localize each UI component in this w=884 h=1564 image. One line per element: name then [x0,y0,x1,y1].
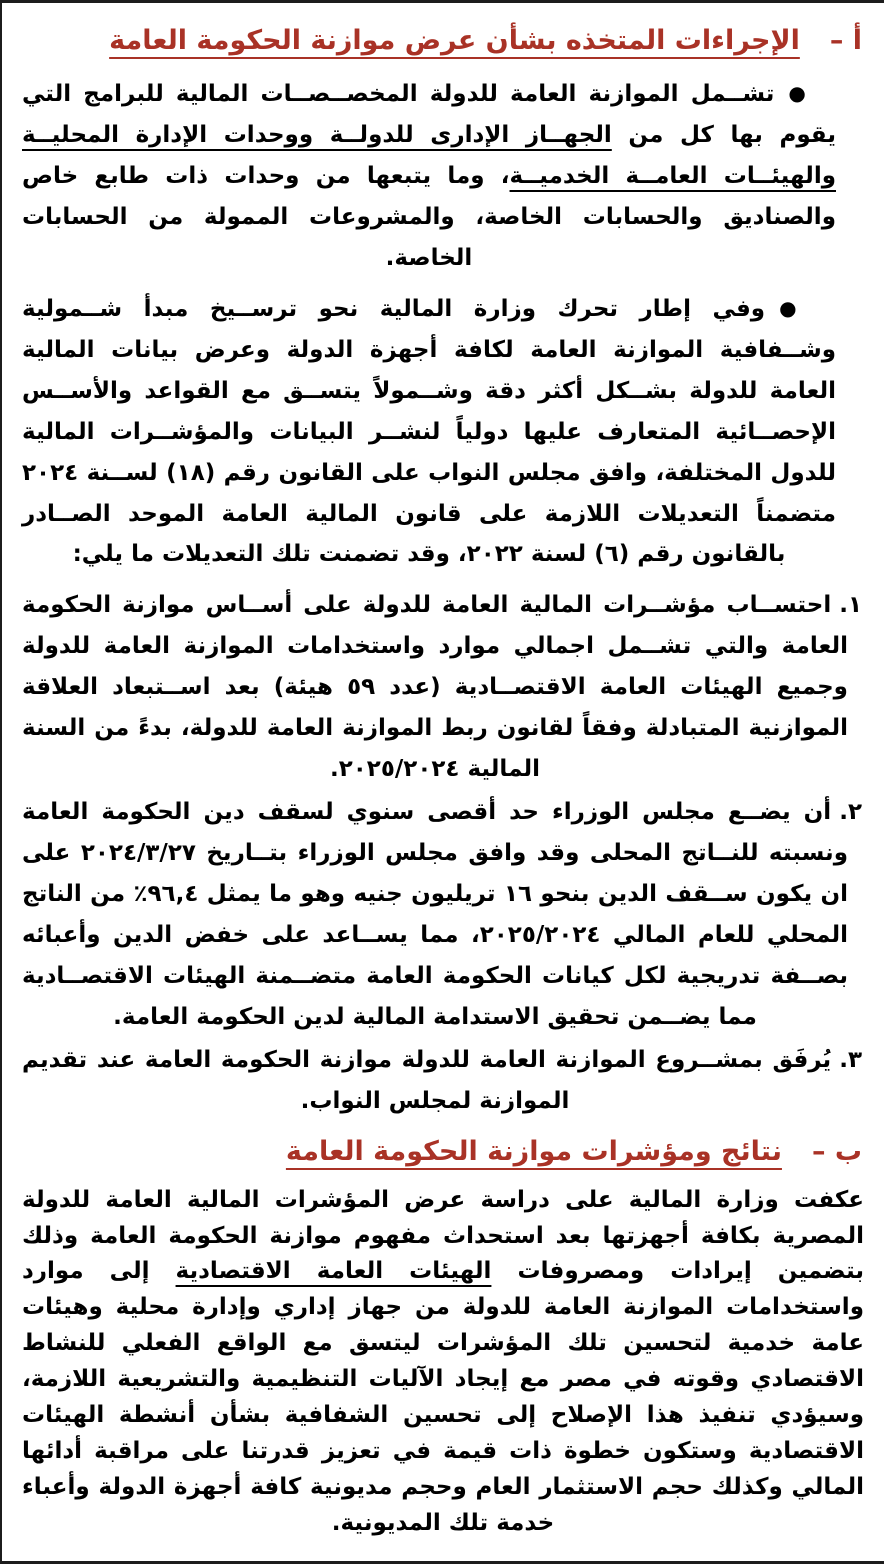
numbered-item-2-number: ٢. [839,799,862,826]
section-b-underlined-phrase: الهيئات العامة الاقتصادية [175,1258,492,1285]
section-b-paragraph [22,1183,864,1542]
section-a-marker: أ – [829,25,862,56]
section-a-title: الإجراءات المتخذه بشأن عرض موازنة الحكومة العامة [109,25,800,56]
bullet-2-text: وفي إطار تحرك وزارة المالية نحو ترســيخ مبدأ شــمولية وشــفافية الموازنة العامة لكافة أجهزة الدولة وعرض بيانات المالية العامة للدولة بشــكل أكثر دقة وشــمولاً يتســق مع القواعد والأســس الإحصــائية المتعارف عليها دولياً لنشــر البيانات والمؤشــرات المالية للدول المختلفة، وافق مجلس النواب على القانون رقم (١٨) لســنة ٢٠٢٤ متضمناً التعديلات اللازمة على قانون المالية العامة الموحد الصــادر بالقانون رقم (٦) لسنة ٢٠٢٢، وقد تضمنت تلك التعديلات ما يلي: [22,295,836,568]
numbered-item-2 [22,792,862,1038]
numbered-item-2-text: أن يضــع مجلس الوزراء حد أقصى سنوي لسقف دين الحكومة العامة ونسبته للنــاتج المحلى وقد وافق مجلس الوزراء بتــاريخ ٢٠٢٤/٣/٢٧ على ان يكون ســقف الدين بنحو ١٦ تريليون جنيه وهو ما يمثل ٩٦,٤٪ من الناتج المحلي للعام المالي ٢٠٢٥/٢٠٢٤، مما يســاعد على خفض الدين وأعبائه بصــفة تدريجية لكل كيانات الحكومة العامة متضــمنة الهيئات الاقتصــادية مما يضــمن تحقيق الاستدامة المالية لدين الحكومة العامة. [22,799,848,1030]
numbered-item-3 [22,1040,862,1122]
bullet-1-underlined-phrase: الجهــاز الإدارى للدولــة ووحدات الإدارة المحليــة والهيئــات العامــة الخدميــة [22,122,836,190]
bullet-paragraph-1 [22,74,836,279]
bullet-paragraph-2 [22,289,836,576]
section-b-heading [22,1132,862,1171]
bullet-1-text: تشــمل الموازنة العامة للدولة المخصــصــات المالية للبرامج التي يقوم بها كل من [22,81,837,149]
section-b-text-continued: إلى موارد واستخدامات الموازنة العامة للدولة من جهاز إداري وإدارة محلية وهيئات عامة خدمية لتحسين تلك المؤشرات ليتسق مع الواقع الفعلي للنشاط الاقتصادي وقوته في مصر مع إيجاد الآليات التنظيمية والتشريعية اللازمة، وسيؤدي تنفيذ هذا الإصلاح إلى تحسين الشفافية بشأن أنشطة الهيئات الاقتصادية وستكون خطوة ذات قيمة في تعزيز قدرتنا على مراقبة أدائها المالي وكذلك حجم الاستثمار العام وحجم مديونية كافة أجهزة الدولة وأعباء خدمة تلك المديونية. [22,1258,864,1536]
bullet-1-text-continued: ، وما يتبعها من وحدات ذات طابع خاص والصناديق والحسابات الخاصة، والمشروعات الممولة من الحسابات الخاصة. [22,163,836,271]
bullet-icon: ● [788,81,810,106]
numbered-item-1 [22,585,862,790]
numbered-item-1-number: ١. [839,592,862,619]
numbered-item-3-number: ٣. [839,1046,862,1073]
bullet-icon: ● [779,295,810,320]
section-b-text: عكفت وزارة المالية على دراسة عرض المؤشرات المالية العامة للدولة المصرية بكافة أجهزتها بعد استحداث مفهوم موازنة الحكومة العامة وذلك بتضمين إيرادات ومصروفات [22,1186,864,1285]
section-b-title: نتائج ومؤشرات موازنة الحكومة العامة [285,1135,782,1167]
numbered-item-1-text: احتســاب مؤشــرات المالية العامة للدولة على أســاس موازنة الحكومة العامة والتي تشــمل اجمالي موارد واستخدامات الموازنة العامة للدولة وجميع الهيئات العامة الاقتصــادية (عدد ٥٩ هيئة) بعد اســتبعاد العلاقة الموازنية المتبادلة وفقاً لقانون ربط الموازنة العامة للدولة، بدءً من السنة المالية ٢٠٢٥/٢٠٢٤. [22,592,848,783]
section-a-heading [22,21,862,60]
numbered-item-3-text: يُرفَق بمشــروع الموازنة العامة للدولة موازنة الحكومة العامة عند تقديم الموازنة لمجلس النواب. [22,1046,832,1114]
section-b-marker: ب – [811,1135,862,1167]
